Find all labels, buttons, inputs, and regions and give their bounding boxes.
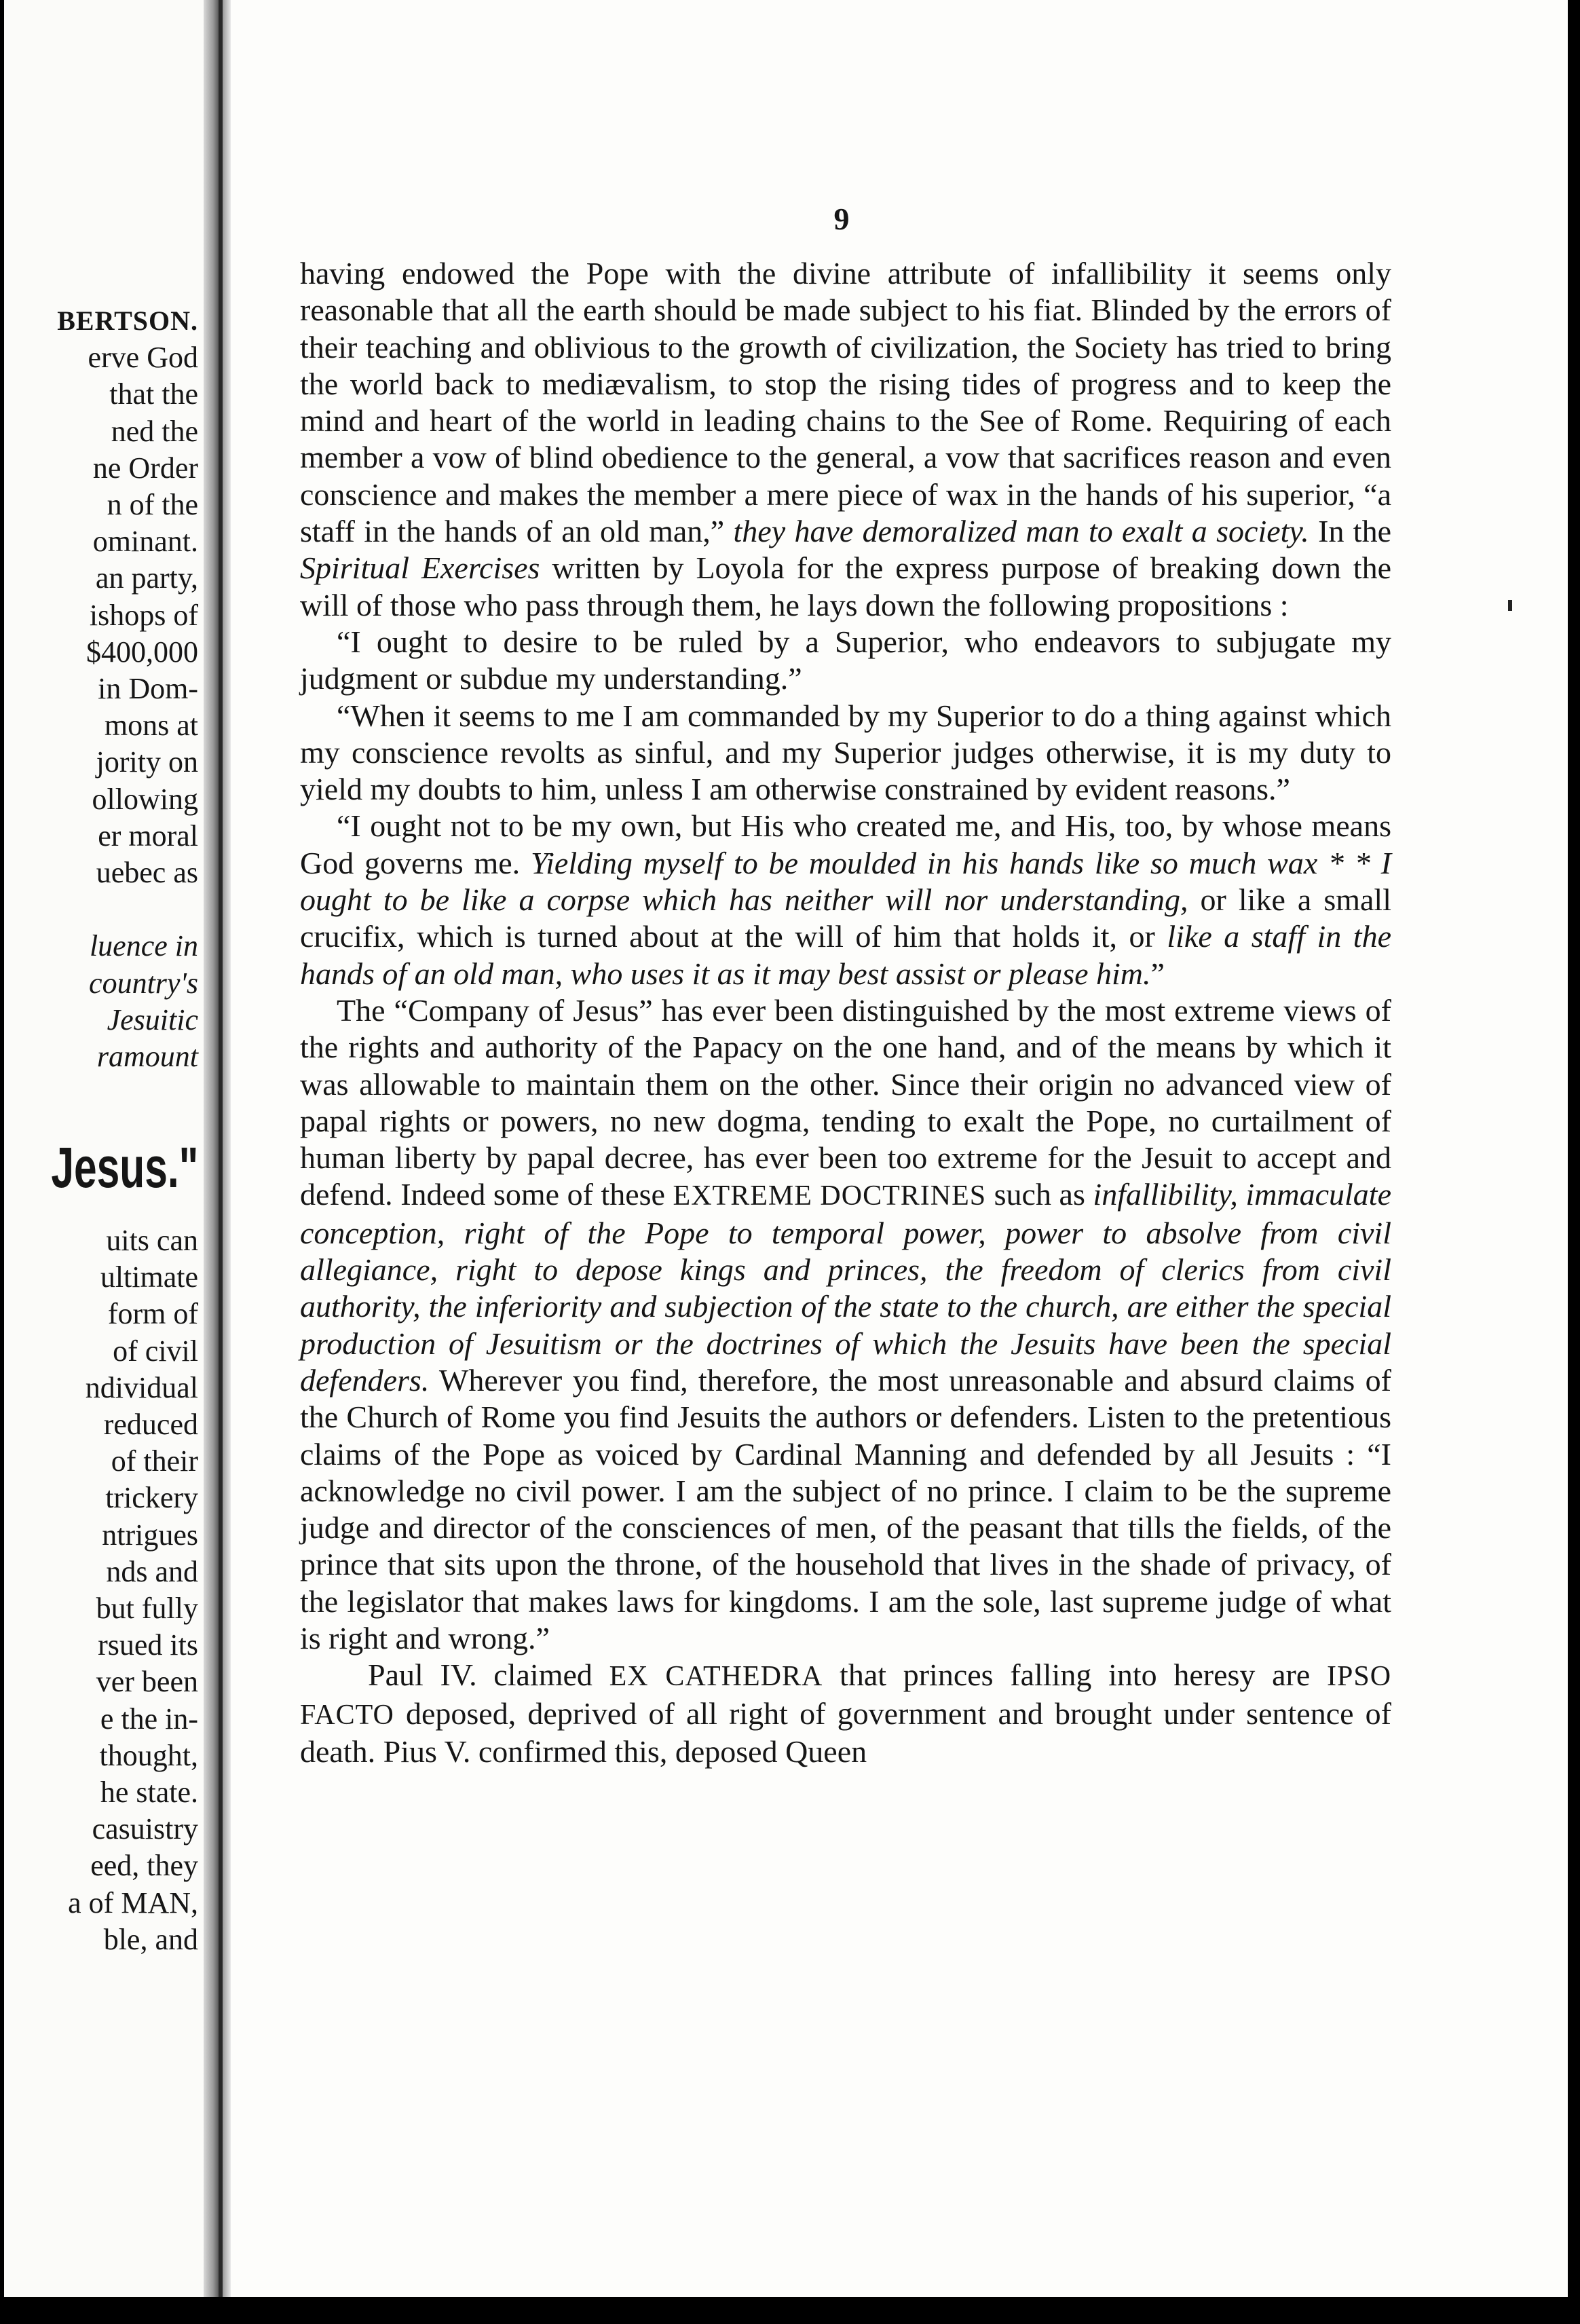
adjacent-page-line: er moral — [98, 819, 198, 852]
smallcaps-text: EXTREME DOCTRINES — [673, 1180, 987, 1212]
adjacent-page-line: uits can — [106, 1224, 198, 1257]
italic-text: infallibility, immaculate conception, right of the Pope to temporal power, power to absolve from civil allegiance, right to depose kings and princes, the freedom of clerics from civil authority, the inferiority and subjection of the state to the church, are either the special production of Jesuitism or the doctrines of which the Jesuits have been the special defenders. — [300, 1177, 1391, 1398]
adjacent-page-line: that the — [109, 377, 198, 411]
adjacent-page-line: of their — [111, 1444, 198, 1478]
text-run: ” — [1150, 956, 1165, 991]
adjacent-page-line: $400,000 — [86, 635, 198, 669]
adjacent-page-line: n of the — [107, 488, 198, 521]
text-run: such as — [986, 1177, 1093, 1212]
adjacent-page-line: thought, — [99, 1738, 198, 1772]
adjacent-page-line: a of MAN, — [68, 1886, 198, 1919]
page-number: 9 — [833, 202, 850, 236]
text-run: “I ought to desire to be ruled by a Superior, who endeavors to subjugate my judgment or subdue my understanding.” — [300, 624, 1391, 696]
adjacent-page-line: trickery — [105, 1481, 198, 1515]
italic-text: like a staff in the hands of an old man, who uses it as it may best assist or please him. — [300, 919, 1391, 991]
adjacent-page-line: erve God — [88, 341, 198, 375]
adjacent-page-line: of civil — [113, 1334, 198, 1368]
text-run: Paul IV. claimed — [368, 1657, 609, 1693]
adjacent-page-line: jority on — [96, 745, 198, 779]
body-text — [300, 255, 1391, 1770]
scan-border-bottom — [0, 2297, 1580, 2324]
paragraph — [300, 255, 1391, 624]
italic-text: Yielding myself to be moulded in his hands like so much wax * * I ought to be like a corpse which has neither will nor understanding, — [300, 845, 1391, 918]
adjacent-page-line: in Dom- — [98, 672, 198, 705]
scan-border-left — [0, 0, 4, 2324]
adjacent-page-line: casuistry — [92, 1812, 198, 1846]
scan-border-right — [1568, 0, 1580, 2324]
adjacent-page-line: ndividual — [85, 1370, 198, 1404]
adjacent-page-line: ver been — [96, 1665, 198, 1699]
text-run: having endowed the Pope with the divine attribute of infallibility it seems only reasonable that all the earth should be made subject to his fiat. Blinded by the errors of their teaching and oblivious to the growth of civilization, the Society has tried to bring the world back to mediævalism, to stop the rising tides of progress and to keep the mind and heart of the world in leading chains to the See of Rome. Requiring of each member a vow of blind obedience to the general, a vow that sacrifices reason and even conscience and makes the member a mere piece of wax in the hands of his superior, “a staff in the hands of an old man,” — [300, 256, 1391, 549]
adjacent-page-line: mons at — [104, 709, 198, 743]
text-run: written by Loyola for the express purpose of breaking down the will of those who pass through them, he lays down the following propositions : — [300, 550, 1391, 622]
adjacent-page-line: Jesus." — [51, 1135, 198, 1199]
adjacent-page-line: luence in — [89, 929, 198, 963]
adjacent-page-line: ned the — [111, 414, 198, 448]
text-run: or like a small crucifix, which is turned about at the will of him that holds it, or — [300, 882, 1391, 954]
text-run: Wherever you find, therefore, the most unreasonable and absurd claims of the Church of Rome you find Jesuits the authors or defenders. Listen to the pretentious claims of the Pope as voiced by Cardinal Manning and defended by all Jesuits : “I acknowledge no civil power. I am the subject of no prince. I claim to be the supreme judge and director of the consciences of men, of the peasant that tills the fields, of the prince that sits upon the throne, of the household that lives in the shade of privacy, of the legislator that makes laws for kingdoms. I am the sole, last supreme judge of what is right and wrong.” — [300, 1362, 1391, 1655]
adjacent-page-line: reduced — [103, 1408, 198, 1441]
adjacent-page-line: nds and — [106, 1554, 198, 1588]
text-run: that princes falling into heresy are — [823, 1657, 1327, 1693]
book-gutter — [204, 0, 231, 2297]
italic-text: Spiritual Exercises — [300, 550, 540, 586]
gutter-shadow — [219, 0, 223, 2297]
adjacent-page-line: ultimate — [100, 1260, 198, 1294]
paragraph — [300, 992, 1391, 1657]
adjacent-page-line: he state. — [100, 1776, 198, 1809]
paragraph — [300, 808, 1391, 992]
paragraph — [300, 624, 1391, 698]
adjacent-page-line: ishops of — [89, 598, 198, 632]
margin-mark — [1508, 600, 1512, 611]
smallcaps-text: IPSO FACTO — [300, 1661, 1392, 1731]
text-run: The “Company of Jesus” has ever been distinguished by the most extreme views of the rights and authority of the Papacy on the one hand, and of the means by which it was allowable to maintain them on the other. Since their origin no advanced view of papal rights or powers, no new dogma, tending to exalt the Pope, no curtailment of human liberty by papal decree, has ever been too extreme for the Jesuit to accept and defend. Indeed some of these — [300, 992, 1391, 1212]
adjacent-page-line: rsued its — [98, 1628, 198, 1662]
adjacent-page-line: ominant. — [92, 525, 198, 559]
adjacent-page-line: form of — [107, 1297, 198, 1331]
adjacent-page-line: BERTSON. — [57, 305, 198, 336]
italic-text: they have demoralized man to exalt a society. — [733, 514, 1309, 549]
adjacent-page-line: ne Order — [92, 451, 198, 485]
adjacent-page-line: ramount — [96, 1040, 198, 1073]
text-run: In the — [1309, 514, 1391, 549]
adjacent-page-line: ntrigues — [102, 1518, 198, 1552]
adjacent-page-line: an party, — [95, 561, 198, 595]
text-run: deposed, deprived of all right of government and brought under sentence of death. Pius V. confirmed this, deposed Queen — [300, 1695, 1391, 1769]
text-run: “I ought not to be my own, but His who created me, and His, too, by whose means God governs me. — [300, 808, 1391, 880]
smallcaps-text: EX CATHEDRA — [609, 1661, 823, 1693]
adjacent-page-line: e the in- — [100, 1702, 198, 1736]
text-run: “When it seems to me I am commanded by my Superior to do a thing against which my conscience revolts as sinful, and my Superior judges otherwise, it is my duty to yield my doubts to him, unless I am otherwise constrained by evident reasons.” — [300, 698, 1391, 807]
adjacent-page-line: eed, they — [90, 1849, 198, 1883]
adjacent-page-line: ollowing — [92, 782, 198, 816]
adjacent-page-line: Jesuitic — [107, 1002, 198, 1036]
adjacent-page-text — [4, 0, 204, 2297]
paragraph — [300, 1657, 1391, 1770]
adjacent-page-line: country's — [89, 966, 198, 1000]
paragraph — [300, 698, 1391, 808]
adjacent-page-line: uebec as — [96, 856, 198, 889]
adjacent-page-line: ble, and — [103, 1922, 198, 1956]
adjacent-page-line: but fully — [96, 1592, 198, 1625]
